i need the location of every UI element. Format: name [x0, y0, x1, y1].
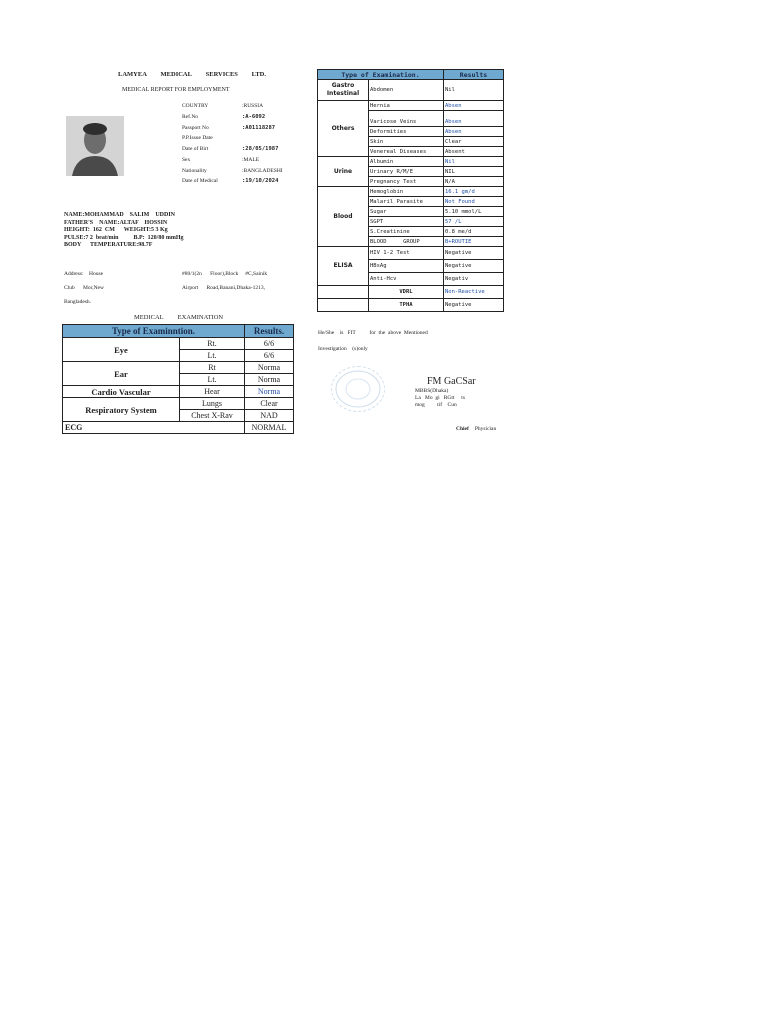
- lab-result: Not Found: [444, 197, 504, 207]
- lab-result: Non-Reactive: [444, 286, 504, 299]
- info-row-ref: [182, 113, 302, 121]
- exam-category: ECG: [63, 422, 245, 434]
- exam-sub: Chest X-Rav: [180, 410, 245, 422]
- address-text: Club Mor,New: [64, 285, 104, 291]
- lab-result: Absen: [444, 101, 504, 111]
- lab-category: [318, 286, 369, 299]
- exam-result: NAD: [245, 410, 294, 422]
- fit-statement: [318, 325, 508, 357]
- info-row-dob: [182, 145, 302, 153]
- info-value: :19/10/2024: [242, 178, 279, 184]
- fit-line: Investigation (s)only: [318, 346, 368, 352]
- exam-result: Norma: [245, 362, 294, 374]
- lab-test: Pregnancy Test: [369, 177, 444, 187]
- exam-sub: Rt: [180, 362, 245, 374]
- exam-category: Cardio Vascular: [63, 386, 180, 398]
- info-value: :A01118287: [242, 125, 276, 131]
- lab-result: 57 /L: [444, 217, 504, 227]
- lab-result: Nil: [444, 80, 504, 101]
- applicant-name: NAME:MOHAMMAD SALIM UDDIN: [64, 212, 175, 218]
- lab-test: Deformities: [369, 127, 444, 137]
- info-key: Sex: [182, 157, 191, 163]
- exam-result: NORMAL: [245, 422, 294, 434]
- exam-result: Norma: [245, 374, 294, 386]
- doctor-credentials: [415, 388, 465, 409]
- info-row-passport: [182, 124, 302, 132]
- exam-category: Respiratory System: [63, 398, 180, 422]
- lab-result: 16.1 gm/d: [444, 187, 504, 197]
- exam-result: 6/6: [245, 350, 294, 362]
- lab-result: 5.10 mmol/L: [444, 207, 504, 217]
- info-key: Ref.No: [182, 114, 199, 120]
- applicant-photo: [66, 116, 124, 176]
- info-value: :MALE: [242, 157, 260, 163]
- address-text: Bangladesh.: [64, 299, 92, 305]
- table-row: [318, 286, 504, 299]
- exam-result: 6/6: [245, 338, 294, 350]
- info-row-date-medical: [182, 177, 302, 185]
- medical-exam-table: [62, 324, 294, 434]
- lab-test: HIV 1-2 Test: [369, 247, 444, 260]
- lab-test: Albumin: [369, 157, 444, 167]
- lab-test: SGPT: [369, 217, 444, 227]
- exam-result: Norma: [245, 386, 294, 398]
- lab-result: B+ROUTIE: [444, 237, 504, 247]
- lab-test: Varicose Veins: [369, 111, 444, 127]
- lab-test: S.Creatinine: [369, 227, 444, 237]
- credential-line: La Mo gi RGtt ts: [415, 395, 465, 401]
- chief-physician: [456, 426, 496, 432]
- lab-test: BLOOD GROUP: [369, 237, 444, 247]
- lab-test: HBsAg: [369, 260, 444, 273]
- table-row: [63, 398, 294, 410]
- address-text: #80/1(2n Floor),Block #C,Sainik: [182, 271, 268, 277]
- exam-sub: Hear: [180, 386, 245, 398]
- exam-result: Clear: [245, 398, 294, 410]
- lab-result: Negativ: [444, 273, 504, 286]
- address-block: [64, 267, 294, 309]
- lab-result: Absen: [444, 111, 504, 127]
- lab-result: NIL: [444, 167, 504, 177]
- fit-line: He/She is FIT for the above Mentioned: [318, 330, 428, 336]
- table-row: [318, 157, 504, 167]
- lab-result: Absent: [444, 147, 504, 157]
- company-word: MEDICAL: [160, 71, 192, 78]
- exam-category: Ear: [63, 362, 180, 386]
- table-header-type: Type of Examination.: [318, 70, 444, 80]
- personal-details: [64, 212, 184, 250]
- table-header-results: Results: [444, 70, 504, 80]
- lab-test: Skin: [369, 137, 444, 147]
- lab-test: Anti-Hcv: [369, 273, 444, 286]
- exam-category: Eye: [63, 338, 180, 362]
- lab-category: Blood: [318, 187, 369, 247]
- table-row: [318, 101, 504, 111]
- address-text: Airport Road,Banani,Dhaka-1213,: [182, 285, 265, 291]
- info-key: Date of Medical: [182, 178, 218, 184]
- doctor-signature: FM GaCSar: [427, 376, 476, 387]
- lab-result: Negative: [444, 299, 504, 312]
- pulse-bp: PULSE:7 2 beat/min B.P: 120/80 mmHg: [64, 234, 184, 241]
- info-key: Nationality: [182, 168, 207, 174]
- credential-line: MBBS(Dhaka): [415, 388, 449, 394]
- lab-test: Sugar: [369, 207, 444, 217]
- credential-line: mog tif Cun: [415, 402, 457, 408]
- lab-test: Hernia: [369, 101, 444, 111]
- lab-result: 0.8 me/d: [444, 227, 504, 237]
- info-row-issue-date: [182, 134, 302, 142]
- info-value: :BANGLADESHI: [242, 168, 283, 174]
- exam-sub: Lungs: [180, 398, 245, 410]
- lab-result: Absen: [444, 127, 504, 137]
- lab-result: Nil: [444, 157, 504, 167]
- lab-result: Negative: [444, 247, 504, 260]
- table-row: [63, 386, 294, 398]
- lab-category: Urine: [318, 157, 369, 187]
- chief-label: Chief: [456, 426, 469, 432]
- table-row: [318, 80, 504, 101]
- physician-label: Physician: [474, 426, 497, 432]
- exam-sub: Rt.: [180, 338, 245, 350]
- info-key: P.P.Issue Date: [182, 135, 213, 141]
- lab-test: Malaril Parasite: [369, 197, 444, 207]
- table-row: [63, 362, 294, 374]
- lab-result: N/A: [444, 177, 504, 187]
- info-row-nationality: [182, 167, 302, 175]
- info-value: :28/05/1987: [242, 146, 279, 152]
- lab-test: VDRL: [369, 286, 444, 299]
- lab-category: Gastro Intestinal: [318, 80, 369, 101]
- table-row: [63, 338, 294, 350]
- exam-heading-word: EXAMINATION: [177, 314, 224, 321]
- table-row: [63, 422, 294, 434]
- info-value: :A-6092: [242, 114, 266, 120]
- lab-test: Hemoglobin: [369, 187, 444, 197]
- lab-test: Urinary R/M/E: [369, 167, 444, 177]
- info-row-country: [182, 102, 302, 110]
- company-word: LAMYEA: [118, 71, 147, 78]
- lab-test: Venereal Diseases: [369, 147, 444, 157]
- table-header-results: Results.: [245, 325, 294, 338]
- lab-result: Negative: [444, 260, 504, 273]
- father-name: FATHER'S NAME:ALTAF HOSSIN: [64, 219, 168, 226]
- exam-heading-word: MEDICAL: [134, 314, 164, 321]
- exam-sub: Lt.: [180, 350, 245, 362]
- lab-category: Others: [318, 101, 369, 157]
- lab-test: Abdomen: [369, 80, 444, 101]
- company-word: LTD.: [251, 71, 266, 78]
- info-key: Date of Birt: [182, 146, 209, 152]
- lab-result: Clear: [444, 137, 504, 147]
- table-row: [318, 247, 504, 260]
- info-row-sex: [182, 156, 302, 164]
- lab-category: [318, 299, 369, 312]
- info-value: :RUSSIA: [242, 103, 264, 109]
- stamp-seal: [331, 366, 385, 412]
- company-word: SERVICES: [205, 71, 238, 78]
- exam-sub: Lt.: [180, 374, 245, 386]
- body-temperature: BODY TEMPERATURE:98.7F: [64, 242, 153, 248]
- height-weight: HEIGHT: 162 CM WEIGHT:5 3 Kg: [64, 227, 168, 233]
- address-text: Address: House: [64, 271, 104, 277]
- report-title: MEDICAL REPORT FOR EMPLOYMENT: [122, 87, 230, 93]
- company-name: [118, 71, 266, 78]
- table-header-type: Type of Examinntion.: [63, 325, 245, 338]
- lab-test: TPHA: [369, 299, 444, 312]
- lab-exam-table: [317, 69, 504, 312]
- info-key: Passport No: [182, 125, 209, 131]
- exam-heading: [134, 314, 223, 321]
- table-row: [318, 187, 504, 197]
- lab-category: ELISA: [318, 247, 369, 286]
- table-row: [318, 299, 504, 312]
- info-key: COUNTRY: [182, 103, 209, 109]
